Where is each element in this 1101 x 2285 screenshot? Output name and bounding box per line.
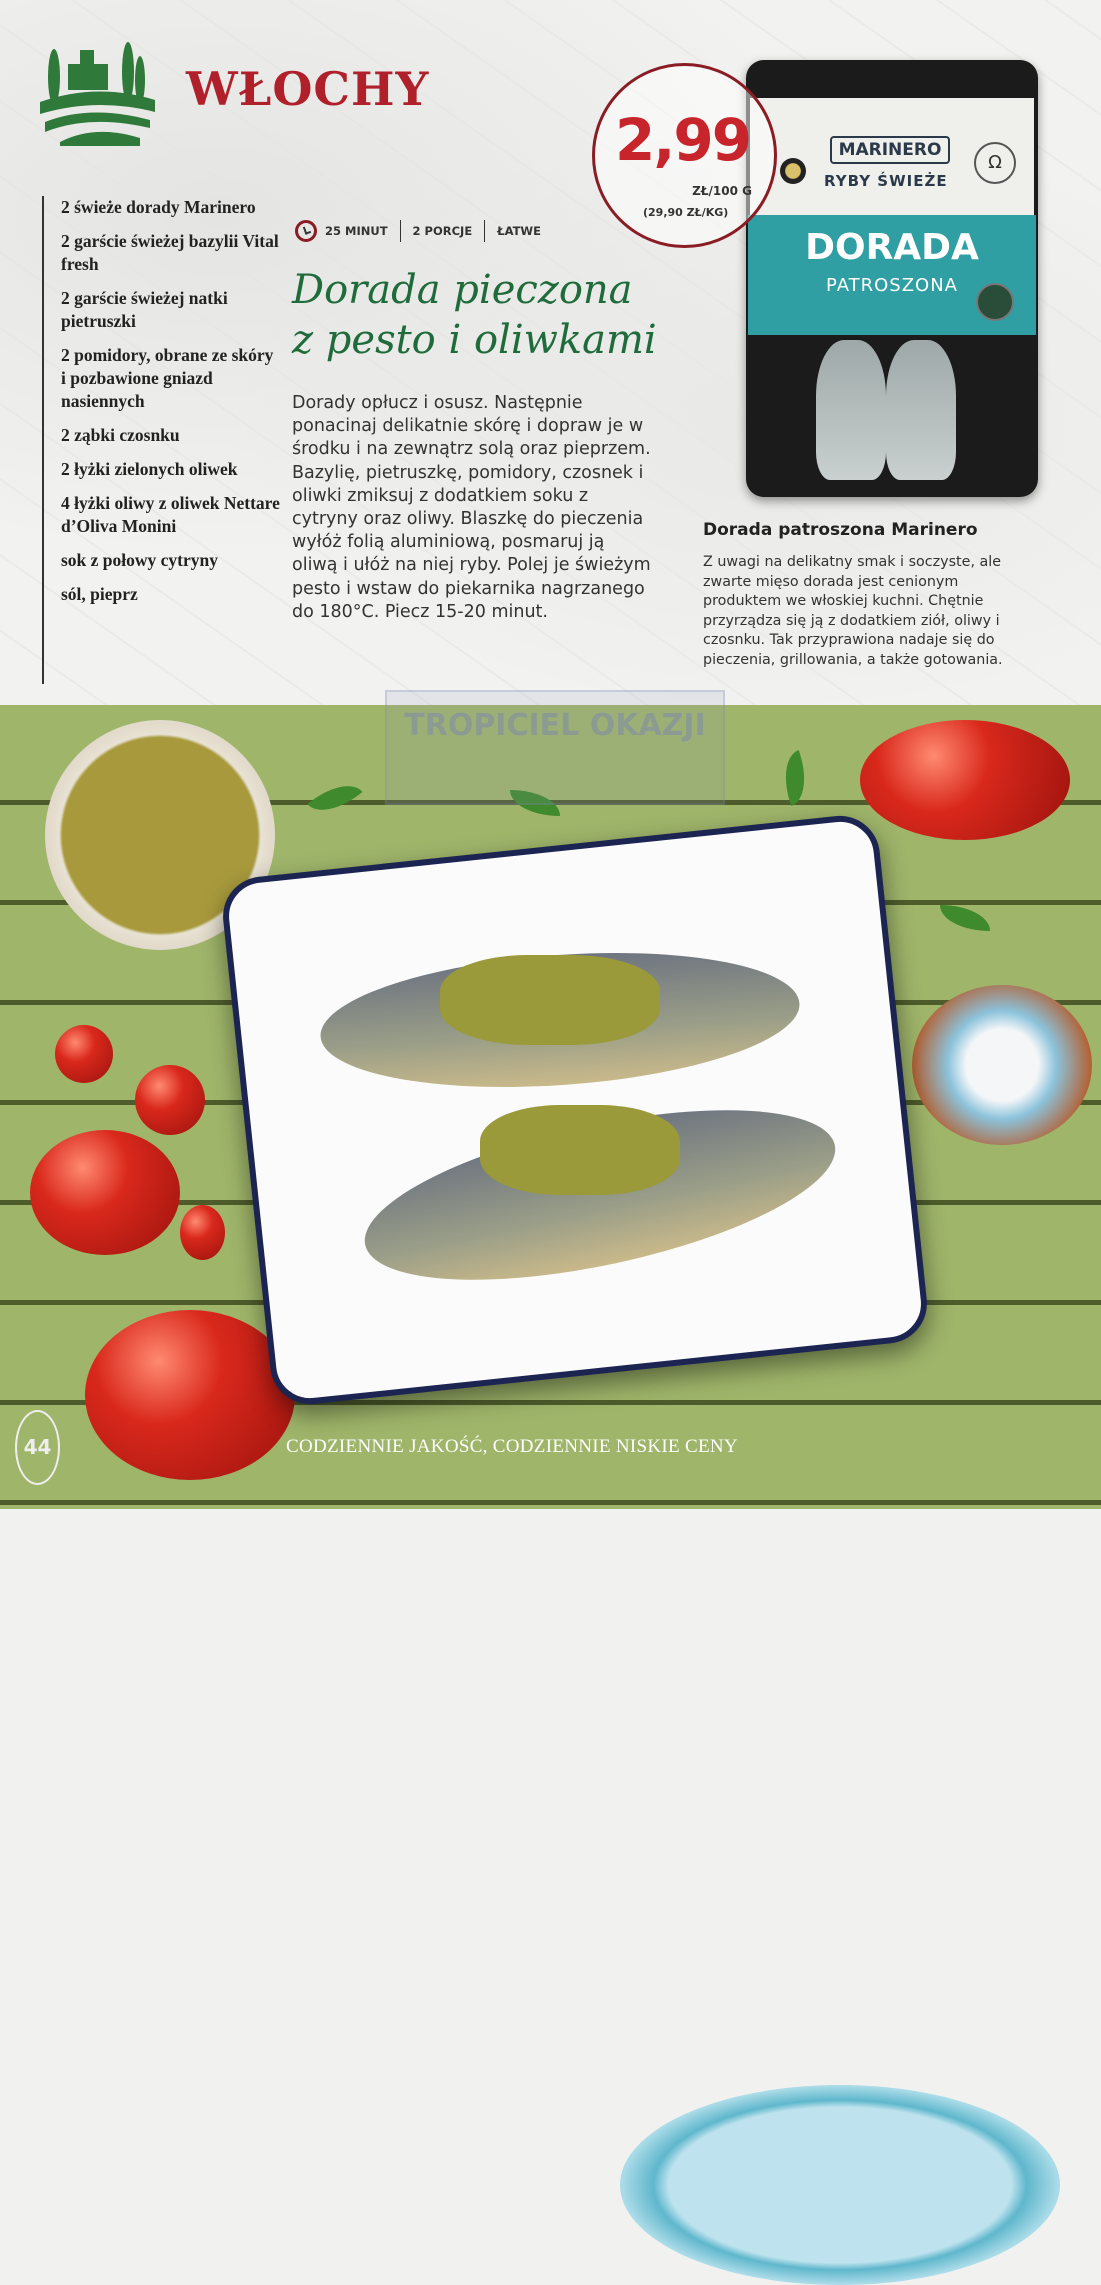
origin-badge-icon (976, 283, 1014, 321)
pesto-topping-image (480, 1105, 680, 1195)
brand-tagline: RYBY ŚWIEŻE (824, 172, 948, 190)
omega-3-badge-icon: Ω (974, 142, 1016, 184)
package-variant: PATROSZONA (826, 275, 958, 296)
ingredient-item: sól, pieprz (61, 584, 138, 604)
divider (484, 220, 485, 242)
ingredient-item: sok z połowy cytryny (61, 550, 219, 570)
ingredient-item: 2 garście świeżej natki pietruszki (61, 288, 228, 331)
basil-leaf-image (940, 905, 990, 931)
page-number: 44 (15, 1410, 60, 1485)
product-title: Dorada patroszona Marinero (703, 520, 978, 540)
product-description: Z uwagi na delikatny smak i soczyste, ale zwarte mięso dorada jest cenionym produktem we włoskiej kuchni. Chętnie przyrządza się ją z dodatkiem ziół, oliwy i czosnku. Tak przyprawiona nadaje się do pieczenia, grillowania, a także gotowania. (703, 554, 1003, 668)
tuscan-villa-logo-icon (40, 42, 155, 147)
recipe-meta (295, 220, 541, 242)
fish-image (886, 340, 956, 480)
recipe-title-line: z pesto i oliwkami (292, 317, 657, 363)
difficulty: ŁATWE (497, 224, 541, 238)
ingredient-item: 2 świeże dorady Marinero (61, 197, 256, 217)
price-value: 2,99 (615, 106, 751, 174)
pesto-topping-image (440, 955, 660, 1045)
ingredient-item: 4 łyżki oliwy z oliwek Nettare d’Oliva Monini (61, 493, 280, 536)
ingredient-item: 2 pomidory, obrane ze skóry i pozbawione gniazd nasiennych (61, 345, 274, 411)
food-photo (0, 705, 1101, 1509)
ingredient-item: 2 łyżki zielonych oliwek (61, 459, 238, 479)
package-label (750, 98, 1034, 218)
cherry-tomato-image (55, 1025, 113, 1083)
watermark: TROPICIEL OKAZJI (385, 690, 725, 805)
portions: 2 PORCJE (412, 224, 473, 238)
package-product-name: DORADA (805, 227, 979, 268)
price-badge (592, 63, 777, 248)
price-unit: ZŁ/100 G (692, 184, 752, 198)
footer-slogan: CODZIENNIE JAKOŚĆ, CODZIENNIE NISKIE CENY (286, 1436, 738, 1457)
recipe-title-line: Dorada pieczona (292, 267, 633, 313)
basil-leaf-image (307, 772, 362, 824)
salt-bowl-image (912, 985, 1092, 1145)
page-title: WŁOCHY (186, 62, 430, 116)
blue-plate-image (620, 2085, 1060, 2285)
recipe-instructions: Dorady opłucz i osusz. Następnie ponacinaj delikatnie skórę i dopraw je w środku i na zewnątrz solą oraz pieprzem. Bazylię, pietruszkę, pomidory, czosnek i oliwki zmiksuj z dodatkiem soku z cytryny oraz oliwy. Blaszkę do pieczenia wyłóż folią aluminiową, posmaruj ją oliwą i ułóż na niej ryby. Polej je świeżym pesto i wstaw do piekarnika nagrzanego do 180°C. Piecz 15-20 minut. (292, 393, 651, 622)
product-package (746, 60, 1038, 497)
quality-seal-icon (780, 158, 806, 184)
basil-leaf-image (774, 750, 816, 806)
fish-image (816, 340, 886, 480)
package-name-band (748, 215, 1036, 335)
tomato-image (85, 1310, 295, 1480)
tomato-image (860, 720, 1070, 840)
prep-time: 25 MINUT (325, 224, 388, 238)
ingredient-item: 2 garście świeżej bazylii Vital fresh (61, 231, 279, 274)
recipe-title (292, 265, 657, 365)
price-per-kg: (29,90 ZŁ/KG) (643, 206, 729, 219)
ingredient-item: 2 ząbki czosnku (61, 425, 180, 445)
cherry-tomato-image (135, 1065, 205, 1135)
cherry-tomato-image (180, 1205, 225, 1260)
ingredient-list (42, 196, 282, 684)
tomato-image (30, 1130, 180, 1255)
clock-icon (295, 220, 317, 242)
divider (400, 220, 401, 242)
brand-logo: MARINERO (830, 136, 950, 164)
